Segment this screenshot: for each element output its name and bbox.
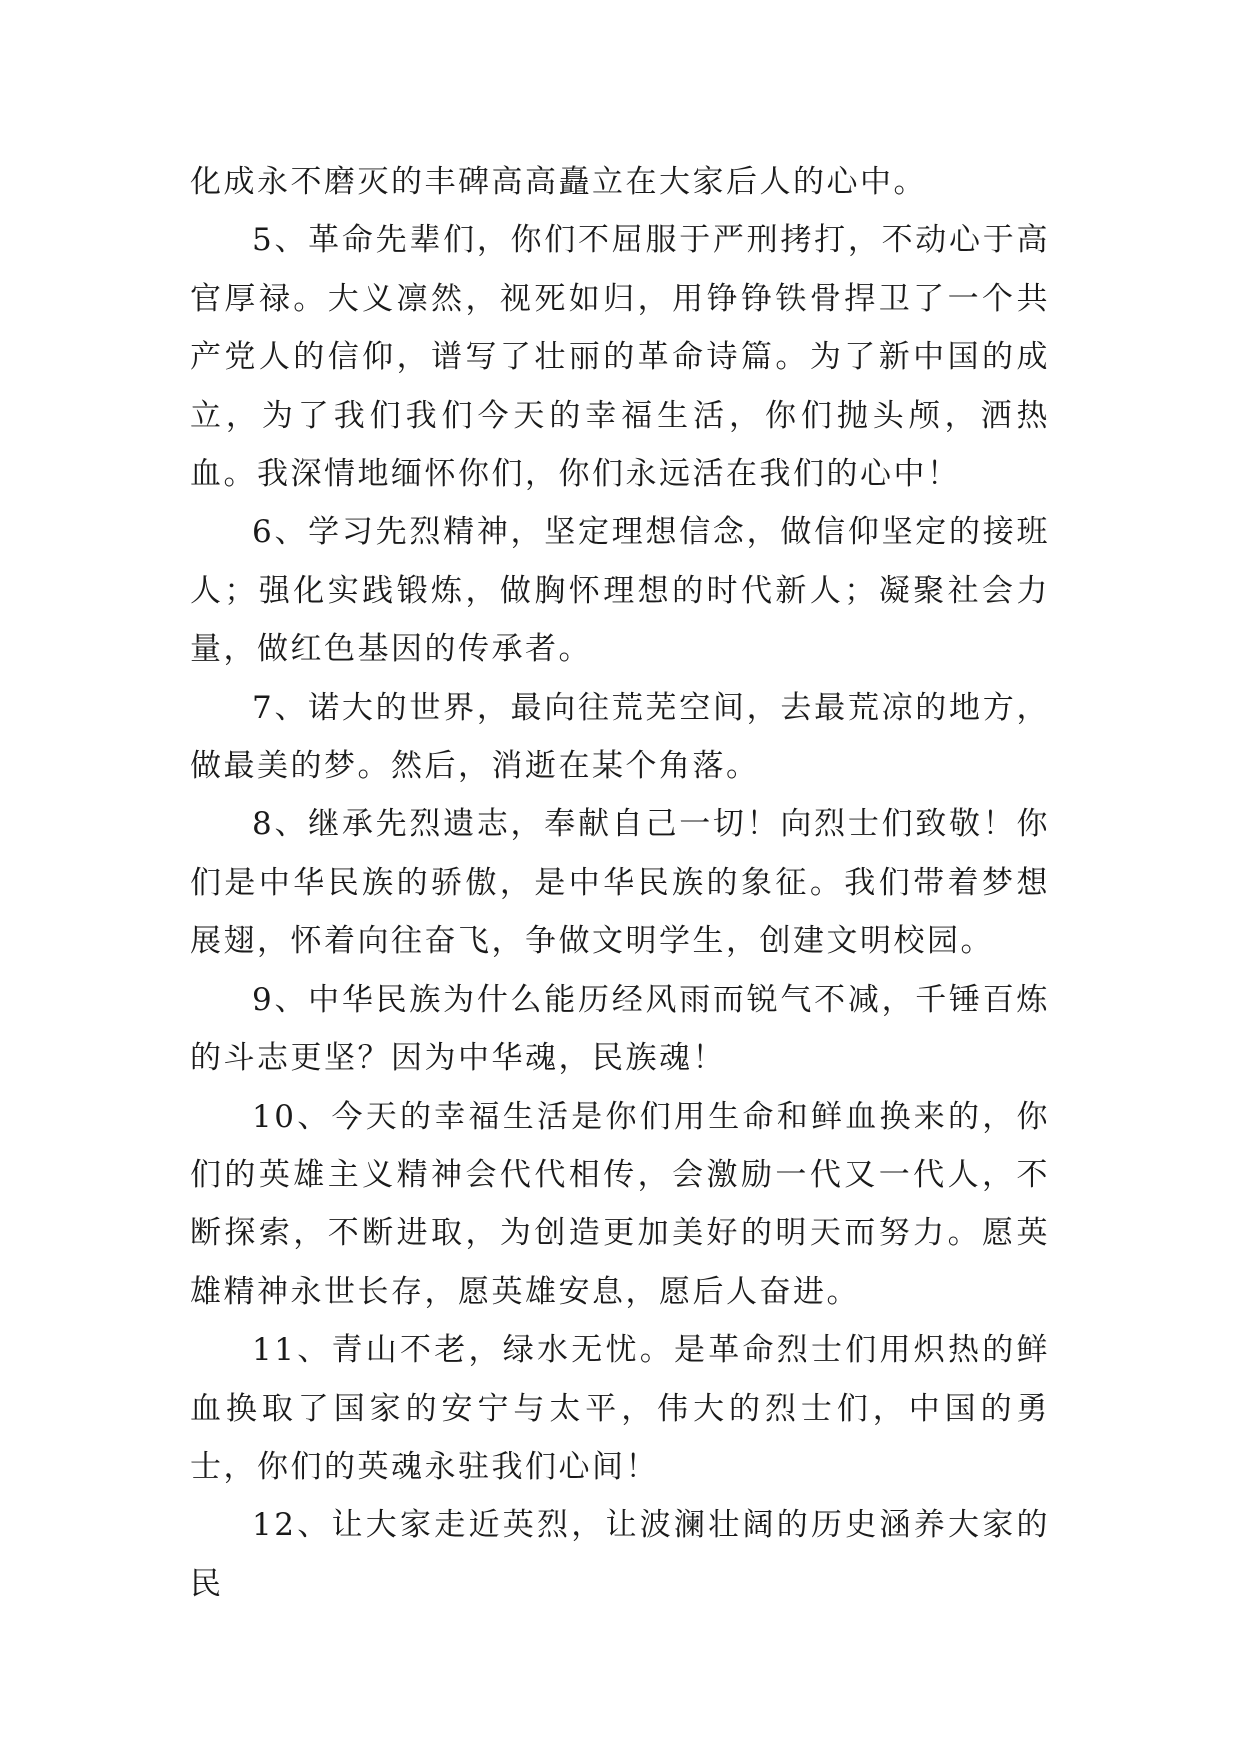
paragraph-9: 9、中华民族为什么能历经风雨而锐气不减，千锤百炼的斗志更坚？因为中华魂，民族魂！: [190, 981, 1050, 1077]
paragraph-8: 8、继承先烈遗志，奉献自己一切！向烈士们致敬！你们是中华民族的骄傲，是中华民族的象征。我们带着梦想展翅，怀着向往奋飞，争做文明学生，创建文明校园。: [190, 806, 1050, 960]
paragraph-10: 10、今天的幸福生活是你们用生命和鲜血换来的，你们的英雄主义精神会代代相传，会激励一代又一代人，不断探索，不断进取，为创造更加美好的明天而努力。愿英雄精神永世长存，愿英雄安息，愿后人奋进。: [190, 1098, 1050, 1310]
document-body: [190, 153, 1050, 1613]
paragraph-7: 7、诺大的世界，最向往荒芜空间，去最荒凉的地方，做最美的梦。然后，消逝在某个角落。: [190, 689, 1050, 785]
paragraph-12: 12、让大家走近英烈，让波澜壮阔的历史涵养大家的民: [190, 1507, 1050, 1602]
paragraph-6: 6、学习先烈精神，坚定理想信念，做信仰坚定的接班人；强化实践锻炼，做胸怀理想的时代新人；凝聚社会力量，做红色基因的传承者。: [190, 514, 1050, 668]
paragraph-5: 5、革命先辈们，你们不屈服于严刑拷打，不动心于高官厚禄。大义凛然，视死如归，用铮铮铁骨捍卫了一个共产党人的信仰，谱写了壮丽的革命诗篇。为了新中国的成立，为了我们我们今天的幸福生活，你们抛头颅，洒热血。我深情地缅怀你们，你们永远活在我们的心中！: [190, 222, 1050, 493]
paragraph-11: 11、青山不老，绿水无忧。是革命烈士们用炽热的鲜血换取了国家的安宁与太平，伟大的烈士们，中国的勇士，你们的英魂永驻我们心间！: [190, 1332, 1050, 1485]
paragraph-continuation: 化成永不磨灭的丰碑高高矗立在大家后人的心中。: [190, 164, 927, 200]
